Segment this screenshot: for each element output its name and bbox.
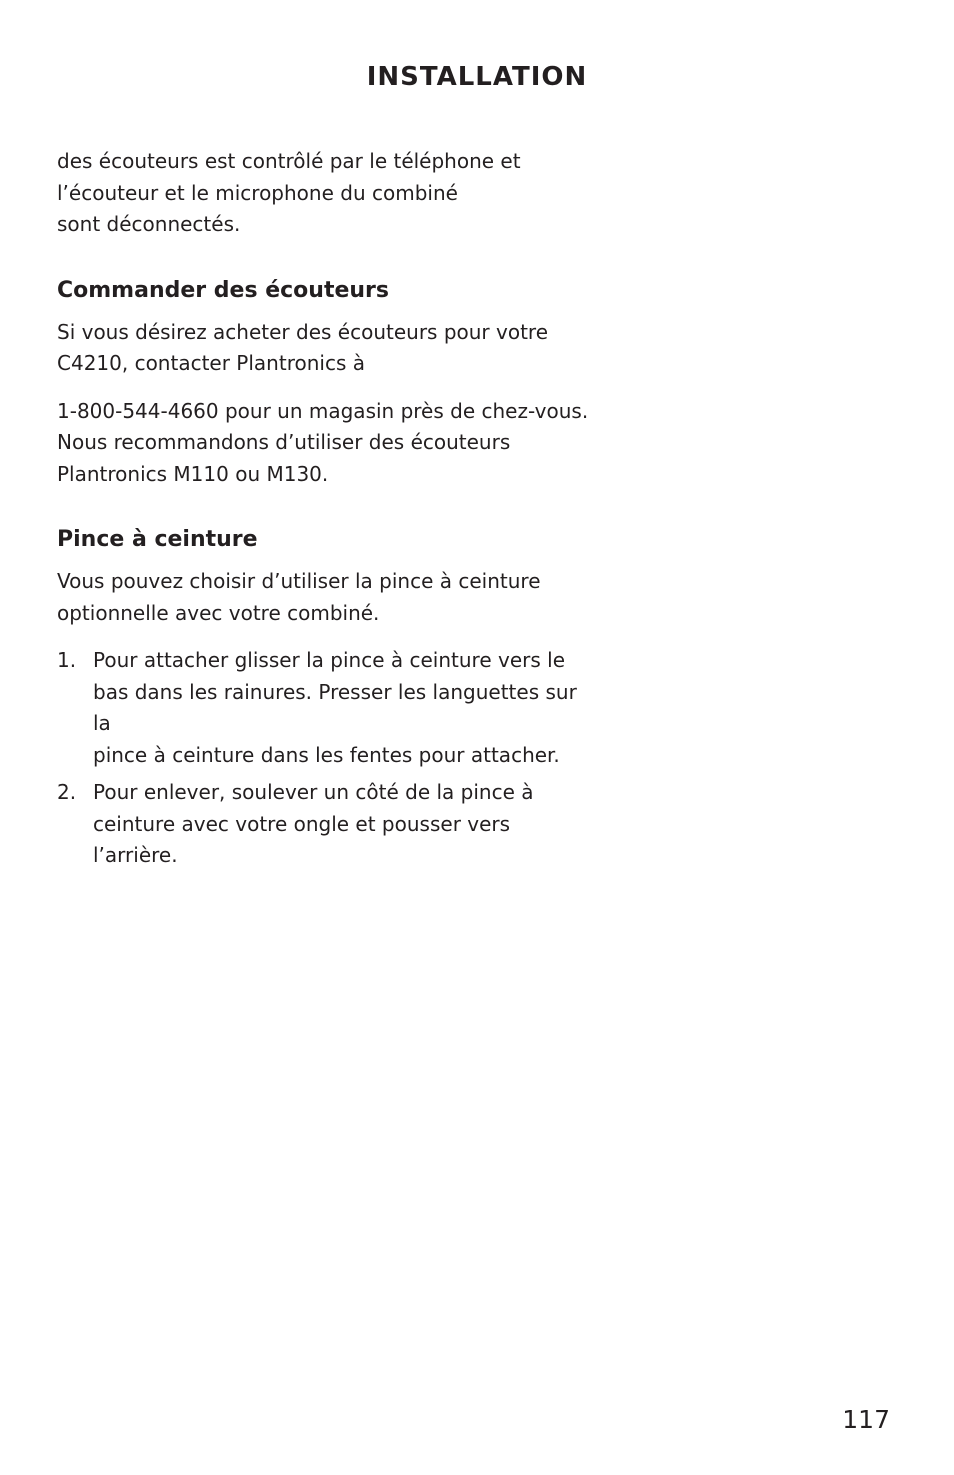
intro-paragraph: des écouteurs est contrôlé par le téléphone et l’écouteur et le microphone du combiné sont déconnectés. bbox=[57, 149, 521, 236]
step-number: 2. bbox=[57, 780, 77, 804]
step-text: Pour attacher glisser la pince à ceinture vers le bas dans les rainures. Presser les languettes sur la pince à ceinture dans les fentes pour attacher. bbox=[93, 648, 577, 767]
section-title-order-headset: Commander des écouteurs bbox=[57, 277, 389, 303]
step-text: Pour enlever, soulever un côté de la pince à ceinture avec votre ongle et pousser vers l’arrière. bbox=[93, 780, 534, 867]
list-item-step-2 bbox=[57, 777, 597, 872]
section-title-belt-clip: Pince à ceinture bbox=[57, 527, 258, 552]
belt-clip-paragraph: Vous pouvez choisir d’utiliser la pince à ceinture optionnelle avec votre combiné. bbox=[57, 569, 541, 625]
order-headset-paragraph-1: Si vous désirez acheter des écouteurs pour votre C4210, contacter Plantronics à bbox=[57, 319, 549, 375]
page-content bbox=[57, 146, 597, 878]
step-number: 1. bbox=[57, 648, 77, 672]
order-headset-paragraph-2: 1-800-544-4660 pour un magasin près de chez-vous. Nous recommandons d’utiliser des écouteurs Plantronics M110 ou M130. bbox=[57, 398, 589, 486]
page-title: INSTALLATION bbox=[366, 62, 588, 92]
belt-clip-steps bbox=[57, 645, 597, 872]
page-number: 117 bbox=[842, 1405, 890, 1434]
list-item-step-1 bbox=[57, 645, 597, 771]
